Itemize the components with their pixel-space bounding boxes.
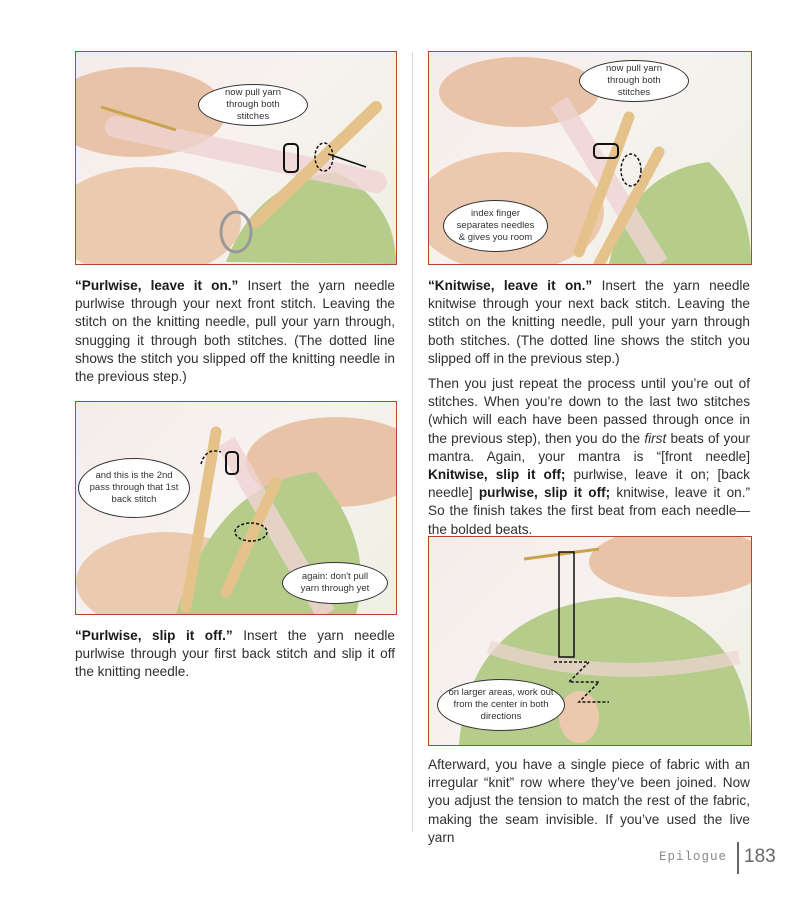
text-part: beats of your mantra. Again, your mantra is “[front needle]: [428, 430, 750, 464]
footer-divider: [737, 842, 739, 874]
step-heading: “Purlwise, leave it on.”: [75, 278, 239, 293]
callout-6: on larger areas, work out from the center in both directions: [437, 679, 565, 731]
knitting-illustration: [76, 52, 396, 264]
bold-beat: Knitwise, slip it off;: [428, 467, 566, 483]
callout-4: and this is the 2nd pass through that 1st back stitch: [78, 458, 190, 518]
bold-beat: purlwise, slip it off;: [478, 485, 611, 501]
step-heading: “Knitwise, leave it on.”: [428, 278, 593, 293]
paragraph-knitwise-leave-on: [428, 277, 750, 368]
text-part: Then you just repeat the process until you’re out of stitches. When you’re down to the last two stitches (which will each have been passed through once in the previous step), then you do the: [428, 376, 750, 446]
step-text: Insert the yarn needle purlwise through your first back stitch and slip it off the knitting needle.: [75, 628, 395, 680]
text-part: purlwise, leave it on; [back needle]: [428, 467, 750, 501]
emphasis: first: [644, 430, 667, 446]
text-part: knitwise, leave it on.” So the finish takes the first beat from each needle—the bolded beats.: [428, 485, 751, 537]
photo-purlwise-slip-off: [75, 401, 397, 615]
photo-knitwise-leave-on: [428, 51, 752, 265]
step-text: Insert the yarn needle knitwise through your next back stitch. Leaving the stitch on the knitting needle, pull your yarn through both stitches. (The dotted line shows the stitch you slipped off in the previous step.): [428, 278, 750, 366]
callout-5: again: don't pull yarn through yet: [282, 562, 388, 604]
photo-work-from-center: [428, 536, 752, 746]
column-divider: [412, 52, 413, 832]
callout-1: now pull yarn through both stitches: [198, 84, 308, 126]
paragraph-afterward: Afterward, you have a single piece of fabric with an irregular “knit” row where they’ve been joined. Now you adjust the tension to match the rest of the fabric, making the seam invisible. If you’ve used the live yarn: [428, 757, 750, 845]
footer-section-label: Epilogue: [659, 850, 728, 864]
step-text: Insert the yarn needle purlwise through your next front stitch. Leaving the stitch on the knitting needle, pull your yarn through, snugging it through both stitches. (The dotted line shows the stitch you slipped off the knitting needle in the previous step.): [75, 278, 395, 385]
callout-2: now pull yarn through both stitches: [579, 60, 689, 102]
paragraph-purlwise-leave-on: [75, 277, 395, 386]
callout-3: index finger separates needles & gives you room: [443, 200, 548, 252]
step-heading: “Purlwise, slip it off.”: [75, 628, 233, 643]
paragraph-purlwise-slip-off: [75, 627, 395, 682]
photo-purlwise-leave-on: [75, 51, 397, 265]
page-number: 183: [744, 846, 776, 867]
paragraph-repeat-process: [428, 375, 750, 539]
